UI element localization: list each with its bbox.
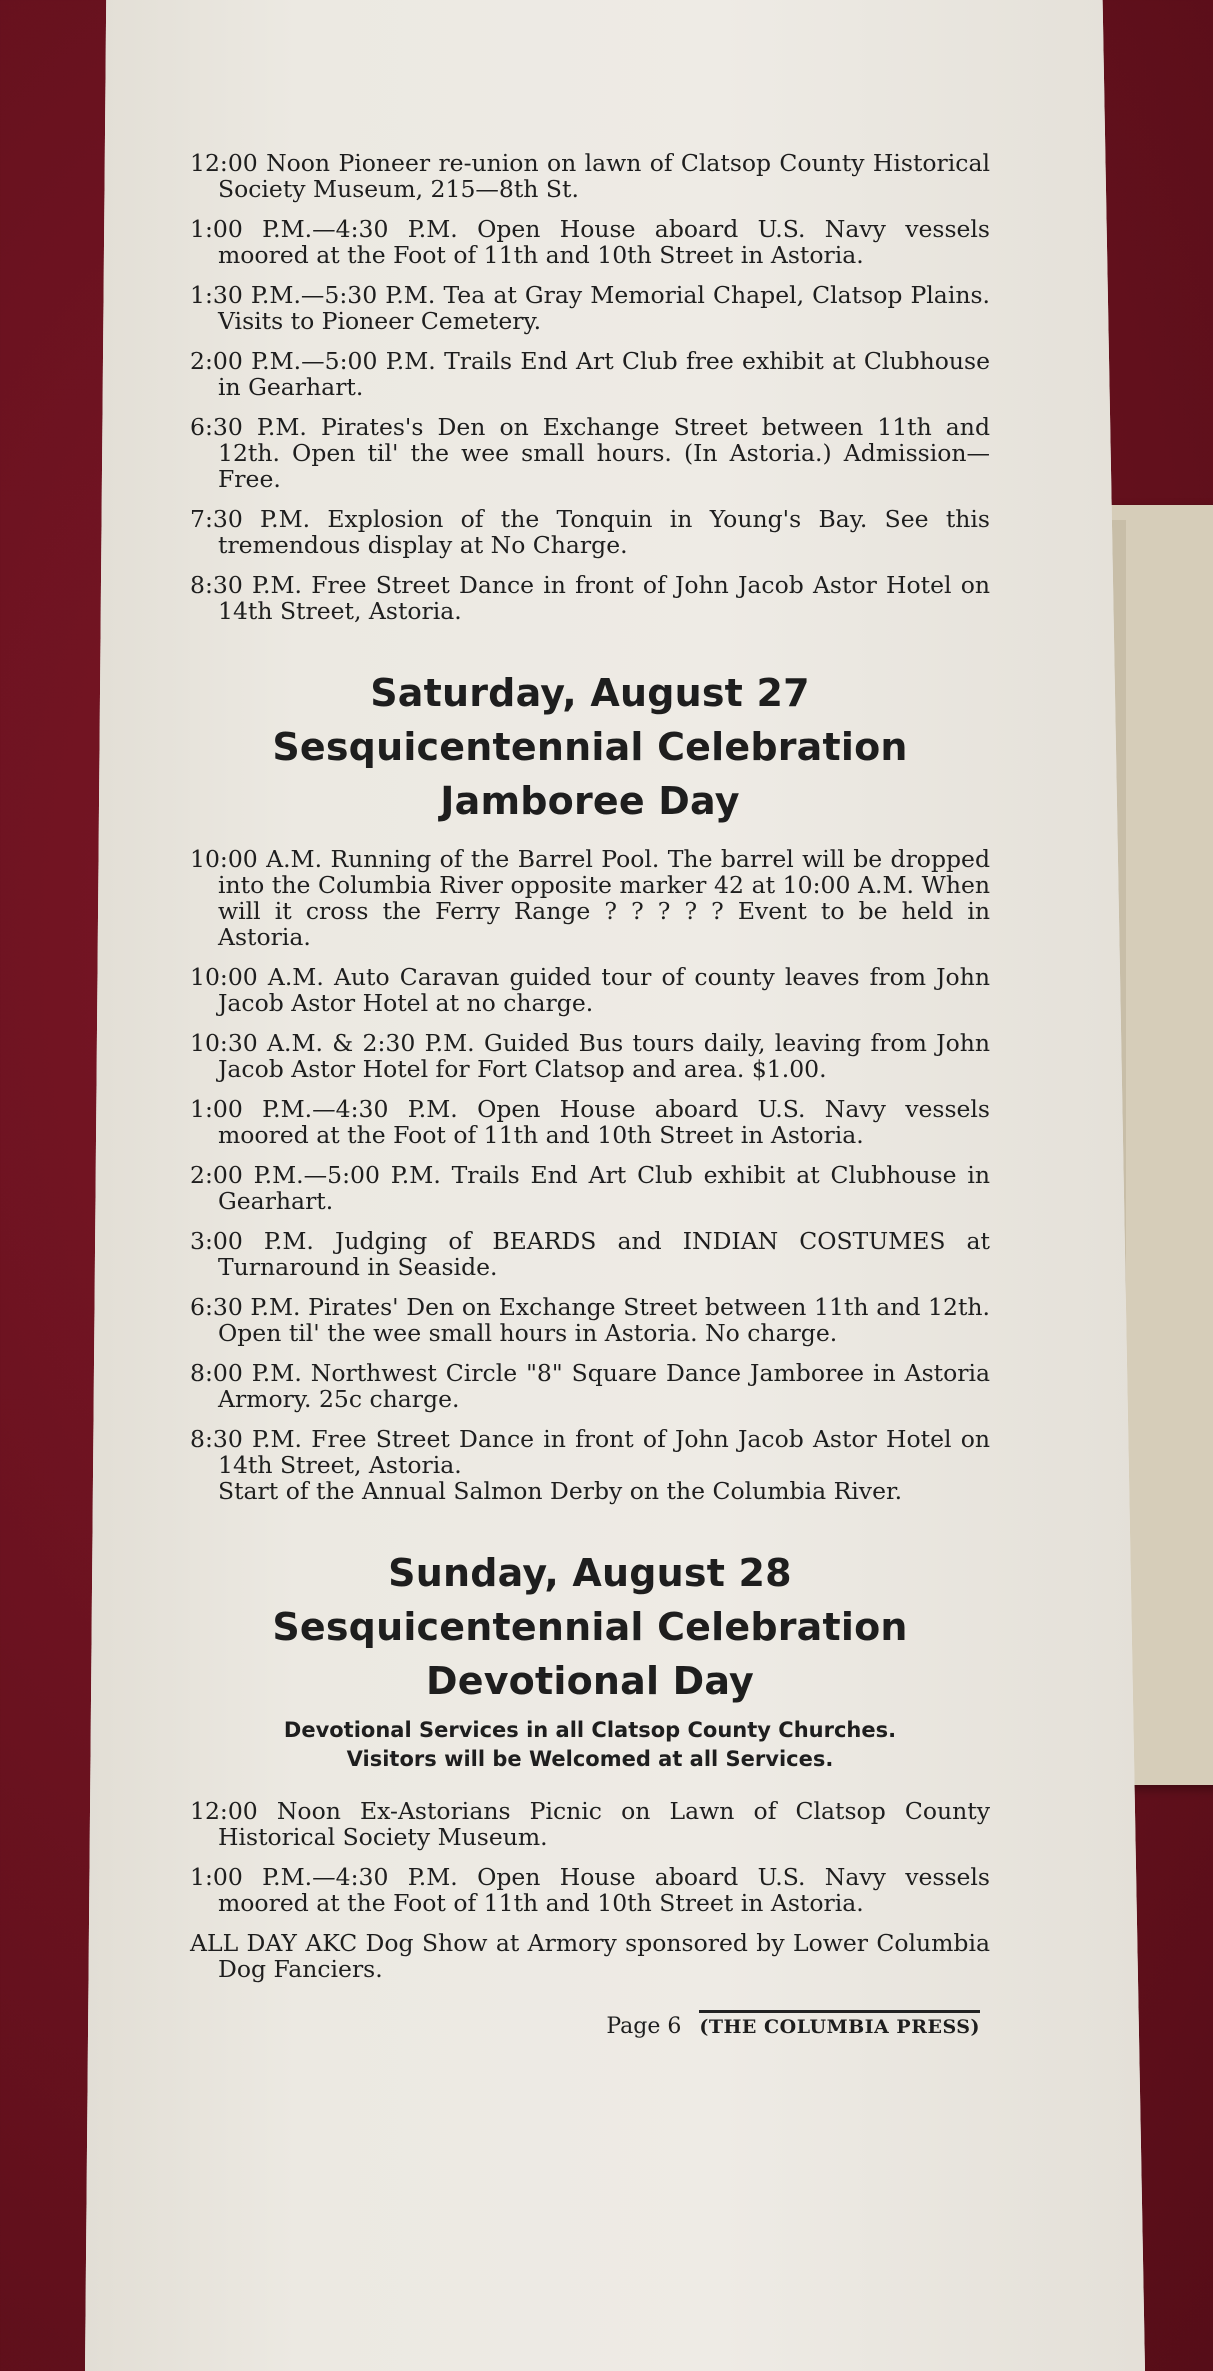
entry-text: Northwest Circle "8" Square Dance Jamboree in Astoria Armory. 25c charge. xyxy=(218,1359,990,1413)
entry-text: Pirates' Den on Exchange Street between 11th and 12th. Open til' the wee small hours in Astoria. No charge. xyxy=(218,1293,990,1347)
page-footer xyxy=(190,2010,990,2039)
entry-extra-text: Start of the Annual Salmon Derby on the Columbia River. xyxy=(218,1477,903,1505)
saturday-celebration-heading: Sesquicentennial Celebration xyxy=(272,725,908,769)
entry-time: 3:00 P.M. xyxy=(190,1227,314,1255)
devotional-notice xyxy=(190,1716,990,1774)
entry-text: Running of the Barrel Pool. The barrel will be dropped into the Columbia River opposite marker 42 at 10:00 A.M. When will it cross the Ferry Range ? ? ? ? ? Event to be held in Astoria. xyxy=(218,845,990,951)
entry-text: Judging of BEARDS and INDIAN COSTUMES at Turnaround in Seaside. xyxy=(218,1227,990,1281)
entry-time: 8:00 P.M. xyxy=(190,1359,302,1387)
entry-time: 2:00 P.M.—5:00 P.M. xyxy=(190,1161,441,1189)
schedule-entry xyxy=(190,1798,990,1850)
page-content xyxy=(190,150,990,2039)
entry-time: 12:00 Noon xyxy=(190,1797,341,1825)
entry-text: Free Street Dance in front of John Jacob Astor Hotel on 14th Street, Astoria. xyxy=(218,571,990,625)
entry-time: 1:00 P.M.—4:30 P.M. xyxy=(190,1863,458,1891)
schedule-entry xyxy=(190,282,990,334)
schedule-entry xyxy=(190,1228,990,1280)
schedule-entry xyxy=(190,1096,990,1148)
entry-time: 6:30 P.M. xyxy=(190,1293,301,1321)
devotional-line-1: Devotional Services in all Clatsop County Churches. xyxy=(283,1718,897,1742)
schedule-entry xyxy=(190,1360,990,1412)
schedule-entry xyxy=(190,1426,990,1504)
sunday-date-heading: Sunday, August 28 xyxy=(388,1551,792,1595)
page-number: Page 6 xyxy=(606,2014,682,2039)
entry-text: Explosion of the Tonquin in Young's Bay. See this tremendous display at No Charge. xyxy=(218,505,990,559)
friday-schedule xyxy=(190,150,990,624)
entry-text: Free Street Dance in front of John Jacob Astor Hotel on 14th Street, Astoria. xyxy=(218,1425,990,1479)
entry-text: Pirates's Den on Exchange Street between 11th and 12th. Open til' the wee small hours. (In Astoria.) Admission—Free. xyxy=(218,413,990,493)
schedule-entry xyxy=(190,964,990,1016)
entry-text: Guided Bus tours daily, leaving from John Jacob Astor Hotel for Fort Clatsop and area. $1.00. xyxy=(218,1029,990,1083)
entry-text: Auto Caravan guided tour of county leaves from John Jacob Astor Hotel at no charge. xyxy=(218,963,990,1017)
entry-time: 12:00 Noon xyxy=(190,149,331,177)
printer-credit: (THE COLUMBIA PRESS) xyxy=(699,2010,980,2038)
entry-time: 2:00 P.M.—5:00 P.M. xyxy=(190,347,436,375)
entry-time: 8:30 P.M. xyxy=(190,1425,303,1453)
entry-time: ALL DAY xyxy=(190,1929,297,1957)
entry-text: Pioneer re-union on lawn of Clatsop County Historical Society Museum, 215—8th St. xyxy=(218,149,990,203)
entry-time: 10:00 A.M. xyxy=(190,963,324,991)
entry-text: Open House aboard U.S. Navy vessels moored at the Foot of 11th and 10th Street in Astoria. xyxy=(218,1095,990,1149)
entry-text: AKC Dog Show at Armory sponsored by Lower Columbia Dog Fanciers. xyxy=(218,1929,990,1983)
schedule-entry xyxy=(190,414,990,492)
saturday-date-heading: Saturday, August 27 xyxy=(370,671,810,715)
entry-time: 8:30 P.M. xyxy=(190,571,303,599)
entry-time: 10:00 A.M. xyxy=(190,845,323,873)
schedule-entry xyxy=(190,1930,990,1982)
entry-text: Ex-Astorians Picnic on Lawn of Clatsop County Historical Society Museum. xyxy=(218,1797,990,1851)
entry-time: 1:30 P.M.—5:30 P.M. xyxy=(190,281,436,309)
entry-text: Tea at Gray Memorial Chapel, Clatsop Plains. Visits to Pioneer Cemetery. xyxy=(218,281,990,335)
entry-text: Trails End Art Club free exhibit at Clubhouse in Gearhart. xyxy=(218,347,990,401)
sunday-celebration-heading: Sesquicentennial Celebration xyxy=(272,1605,908,1649)
entry-time: 6:30 P.M. xyxy=(190,413,307,441)
entry-time: 10:30 A.M. & 2:30 P.M. xyxy=(190,1029,475,1057)
schedule-entry xyxy=(190,150,990,202)
schedule-entry xyxy=(190,1030,990,1082)
entry-text: Trails End Art Club exhibit at Clubhouse in Gearhart. xyxy=(218,1161,990,1215)
schedule-entry xyxy=(190,506,990,558)
entry-time: 7:30 P.M. xyxy=(190,505,311,533)
schedule-entry xyxy=(190,1864,990,1916)
saturday-day-heading: Jamboree Day xyxy=(440,779,740,823)
entry-time: 1:00 P.M.—4:30 P.M. xyxy=(190,1095,458,1123)
schedule-entry xyxy=(190,348,990,400)
saturday-section xyxy=(190,666,990,1504)
entry-text: Open House aboard U.S. Navy vessels moored at the Foot of 11th and 10th Street in Astoria. xyxy=(218,1863,990,1917)
schedule-entry xyxy=(190,216,990,268)
entry-text: Open House aboard U.S. Navy vessels moored at the Foot of 11th and 10th Street in Astoria. xyxy=(218,215,990,269)
schedule-entry xyxy=(190,1294,990,1346)
sunday-section xyxy=(190,1546,990,1982)
schedule-entry xyxy=(190,1162,990,1214)
sunday-day-heading: Devotional Day xyxy=(425,1659,755,1703)
schedule-entry xyxy=(190,572,990,624)
entry-time: 1:00 P.M.—4:30 P.M. xyxy=(190,215,458,243)
devotional-line-2: Visitors will be Welcomed at all Services. xyxy=(346,1747,834,1771)
schedule-entry xyxy=(190,846,990,950)
